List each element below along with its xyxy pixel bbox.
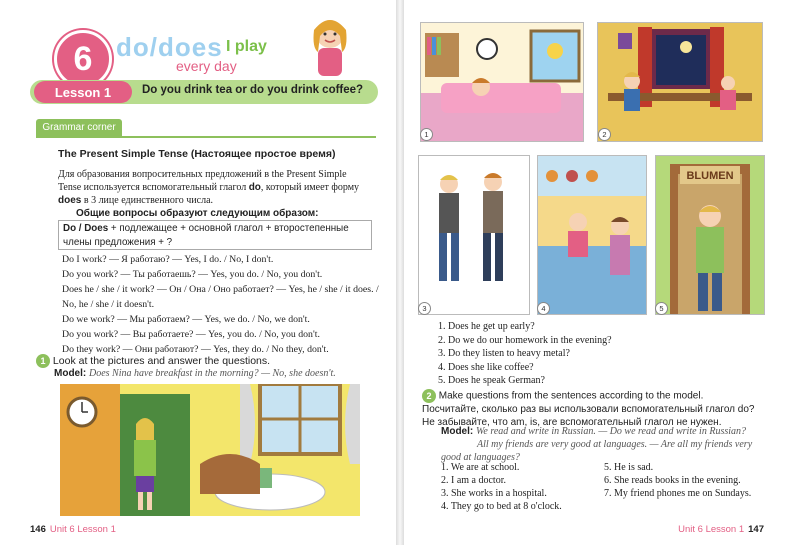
picture-badge: 4 xyxy=(537,302,550,315)
example-list xyxy=(62,252,379,357)
list-item: 7. My friend phones me on Sundays. xyxy=(604,488,752,499)
grammar-formula-box xyxy=(58,220,372,250)
i-play-text: I play xyxy=(226,38,267,55)
left-page-number: 146 xyxy=(30,524,46,535)
picture-3 xyxy=(418,155,530,315)
list-item: 4. They go to bed at 8 o'clock. xyxy=(441,501,562,512)
task-2-text: Make questions from the sentences according to the model. Посчитайте, сколько раз вы использовали вспомогательный глагол do? Не забывайте, что am, is, are вспомогательный глагол не нужен. xyxy=(422,390,755,428)
formula-rest: + подлежащее + основной глагол + второстепенные члены предложения + ? xyxy=(63,223,349,248)
picture-badge: 2 xyxy=(598,128,611,141)
right-footer xyxy=(678,524,764,535)
breakfast-scene-illustration xyxy=(60,384,360,516)
unit-number-badge: 6 xyxy=(54,30,112,88)
para-mid: , который имеет форму xyxy=(260,182,360,193)
task-2-items-left xyxy=(441,461,562,513)
task-2-model xyxy=(441,425,771,464)
model-2-line-1: We read and write in Russian. — Do we read and write in Russian? xyxy=(476,426,746,437)
right-footer-text: Unit 6 Lesson 1 xyxy=(678,524,745,535)
grammar-divider xyxy=(36,136,376,138)
example-line: Do they work? — Они работают? — Yes, they do. / No they, don't. xyxy=(62,344,329,355)
picture-1 xyxy=(420,22,584,142)
picture-badge: 3 xyxy=(418,302,431,315)
list-item: 1. We are at school. xyxy=(441,462,520,473)
example-line: Do we work? — Мы работаем? — Yes, we do. / No, we don't. xyxy=(62,314,310,325)
book-gutter xyxy=(396,0,404,545)
task-2-items-right xyxy=(604,461,751,500)
left-footer xyxy=(30,524,116,535)
example-line: Do you work? — Ты работаешь? — Yes, you do. / No, you don't. xyxy=(62,269,323,280)
task-2-instruction xyxy=(422,389,762,429)
general-questions-heading: Общие вопросы образуют следующим образом: xyxy=(76,208,319,219)
question-list xyxy=(438,320,612,388)
picture-5 xyxy=(655,155,765,315)
example-line: Does he / she / it work? — Он / Она / Оно работает? — Yes, he / she / it does. / xyxy=(62,284,379,295)
picture-badge: 5 xyxy=(655,302,668,315)
picture-badge: 1 xyxy=(420,128,433,141)
lesson-label: Lesson 1 xyxy=(34,81,132,103)
para-do: do xyxy=(248,182,261,193)
model-label: Model: xyxy=(54,368,87,379)
girl-illustration xyxy=(290,8,364,82)
task-2-number: 2 xyxy=(422,389,436,403)
list-item: 4. Does she like coffee? xyxy=(438,361,534,373)
task-1-instruction xyxy=(36,354,270,368)
left-footer-text: Unit 6 Lesson 1 xyxy=(49,524,116,535)
para-does: does xyxy=(58,195,82,206)
shop-sign-text: BLUMEN xyxy=(686,170,734,182)
model-text: Does Nina have breakfast in the morning? — No, she doesn't. xyxy=(89,368,336,379)
example-line: No, he / she / it doesn't. xyxy=(62,299,155,310)
list-item: 2. Do we do our homework in the evening? xyxy=(438,334,612,346)
example-line: Do I work? — Я работаю? — Yes, I do. / No, I don't. xyxy=(62,254,274,265)
lesson-title: Do you drink tea or do you drink coffee? xyxy=(142,84,364,96)
list-item: 5. He is sad. xyxy=(604,462,654,473)
list-item: 3. Do they listen to heavy metal? xyxy=(438,348,570,359)
formula-head: Do / Does xyxy=(63,223,109,234)
task-1-text: Look at the pictures and answer the questions. xyxy=(52,355,271,367)
task-1-number: 1 xyxy=(36,354,50,368)
list-item: 5. Does he speak German? xyxy=(438,375,545,386)
model-2-line-2: All my friends are very good at languages. — Are all my friends very good at languages? xyxy=(441,439,753,463)
task-1-model xyxy=(54,368,336,379)
list-item: 2. I am a doctor. xyxy=(441,475,506,486)
right-page-number: 147 xyxy=(748,524,764,535)
list-item: 6. She reads books in the evening. xyxy=(604,475,741,486)
grammar-corner-tab: Grammar corner xyxy=(36,119,122,136)
do-does-title: do/does xyxy=(116,32,223,62)
para-post: в 3 лице единственного числа. xyxy=(81,195,214,206)
model-2-label: Model: xyxy=(441,426,474,437)
para-pre: Для образования вопросительных предложений в the Present Simple Tense используется вспомогательный глагол xyxy=(58,169,347,193)
list-item: 3. She works in a hospital. xyxy=(441,488,547,499)
grammar-paragraph xyxy=(58,168,370,220)
list-item: 1. Does he get up early? xyxy=(438,321,535,332)
picture-2 xyxy=(597,22,763,142)
grammar-title: The Present Simple Tense (Настоящее простое время) xyxy=(58,148,336,160)
every-day-text: every day xyxy=(176,58,237,74)
picture-4 xyxy=(537,155,647,315)
example-line: Do you work? — Вы работаете? — Yes, you do. / No, you don't. xyxy=(62,329,320,340)
